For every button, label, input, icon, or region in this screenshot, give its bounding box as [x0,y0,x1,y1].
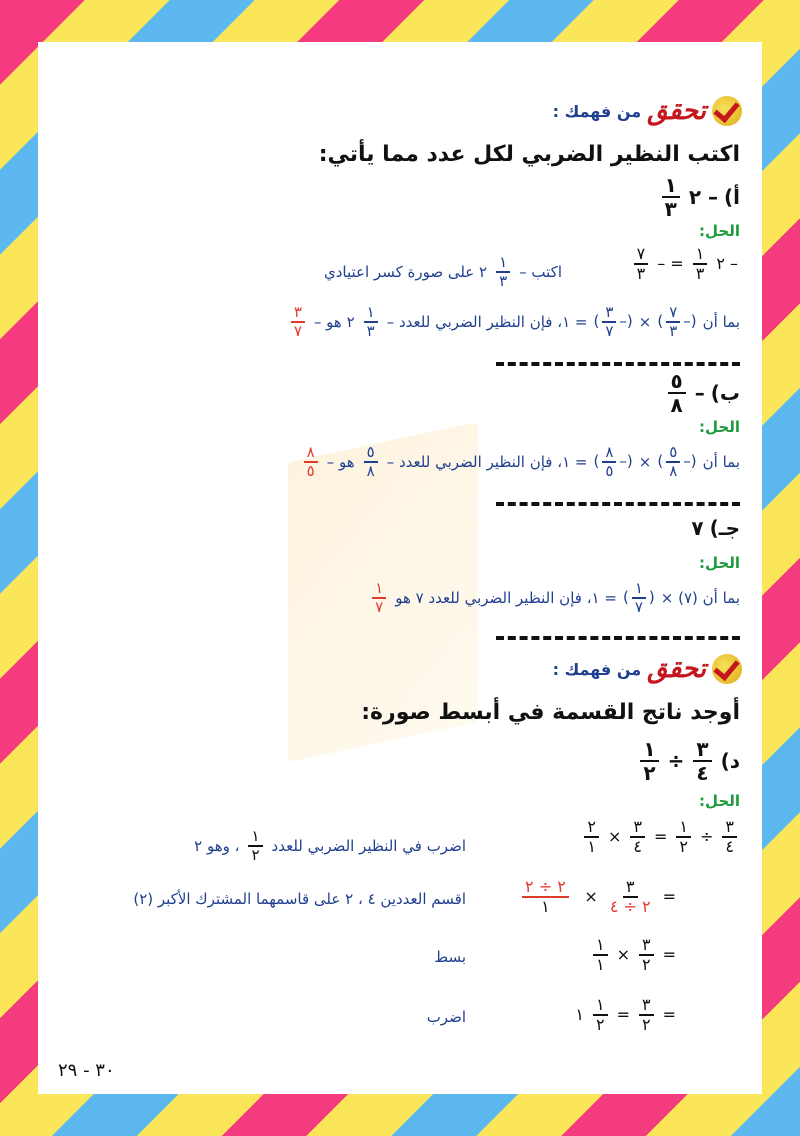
part-d-step2: = $\frac{٣}{٢ \div ٤}$ × $\frac{٢ \div ٢}{١}$ [512,878,676,915]
part-a-step1-note: اكتب – $\frac{١}{٣}$ ٢ على صورة كسر اعتيادي [323,253,562,290]
part-b-answer: $\frac{٨}{٥}$ [304,444,318,479]
part-b-problem: ب) – $\frac{٥}{٨}$ [665,370,740,416]
check-understanding-header [553,96,742,126]
part-d-step2-note: اقسم العددين ٤ ، ٢ على قاسمهما المشترك الأكبر (٢) [133,890,466,908]
check-understanding-header-2 [553,654,742,684]
part-c-answer: $\frac{١}{٧}$ [372,580,386,615]
check-sub: من فهمك : [552,101,642,121]
part-c-solution-label: الحل: [699,554,740,572]
separator [496,636,740,640]
part-d-label: د) [720,749,740,773]
page [38,42,762,1094]
part-d-step4-note: اضرب [426,1008,466,1026]
check-sub: من فهمك : [552,659,642,679]
part-d-step1: $\frac{٣}{٤}$ ÷ $\frac{١}{٢}$ = $\frac{٣}{٤}$ × $\frac{٢}{١}$ [581,818,740,855]
part-d-step4: = $\frac{٣}{٢}$ = $\frac{١}{٢}$ ١ [575,995,676,1034]
part-d-solution-label: الحل: [699,792,740,810]
part-d-problem: د) $\frac{٣}{٤}$ ÷ $\frac{١}{٢}$ [637,738,740,784]
part-c-problem: جـ) ٧ [691,516,740,540]
part-a-step1: – ٢ $\frac{١}{٣}$ = – $\frac{٧}{٣}$ [631,245,738,282]
check-icon [712,96,742,126]
check-icon [712,654,742,684]
part-d-step3-note: بسط [434,948,466,966]
part-c-label: جـ) [709,516,740,540]
part-a-answer: $\frac{٣}{٧}$ [291,304,305,339]
instruction-2: أوجد ناتج القسمة في أبسط صورة: [361,700,740,725]
part-a-label: أ) [724,185,740,209]
check-label: تحقق [647,654,706,684]
part-d-step3: = $\frac{٣}{٢}$ × $\frac{١}{١}$ [590,936,676,973]
part-a-problem [659,174,740,220]
part-b-label: ب) [710,381,740,405]
instruction-1: اكتب النظير الضربي لكل عدد مما يأتي: [318,142,740,167]
part-a-frac: $\frac{١}{٣}$ [662,174,680,220]
page-number: ٣٠ - ٢٩ [58,1060,115,1081]
part-c-proof: بما أن (٧) × ( $\frac{١}{٧}$ ) = ١، فإن النظير الضربي للعدد ٧ هو $\frac{١}{٧}$ [369,580,740,615]
check-label: تحقق [647,96,706,126]
separator [496,502,740,506]
part-a-proof: بما أن (– $\frac{٧}{٣}$ ) × (– $\frac{٣}{٧}$ ) = ١، فإن النظير الضربي للعدد – $\frac{١}{٣}$ ٢ هو – $\frac{٣}{٧}$ [288,304,740,339]
part-a-solution-label: الحل: [699,222,740,240]
part-b-solution-label: الحل: [699,418,740,436]
part-b-proof: بما أن (– $\frac{٥}{٨}$ ) × (– $\frac{٨}{٥}$ ) = ١، فإن النظير الضربي للعدد – $\frac{٥}{٨}$ هو – $\frac{٨}{٥}$ [301,444,740,479]
separator [496,362,740,366]
part-d-step1-note: اضرب في النظير الضربي للعدد $\frac{١}{٢}$ ، وهو ٢ [194,827,466,864]
part-a-whole: – ٢ [688,185,718,209]
